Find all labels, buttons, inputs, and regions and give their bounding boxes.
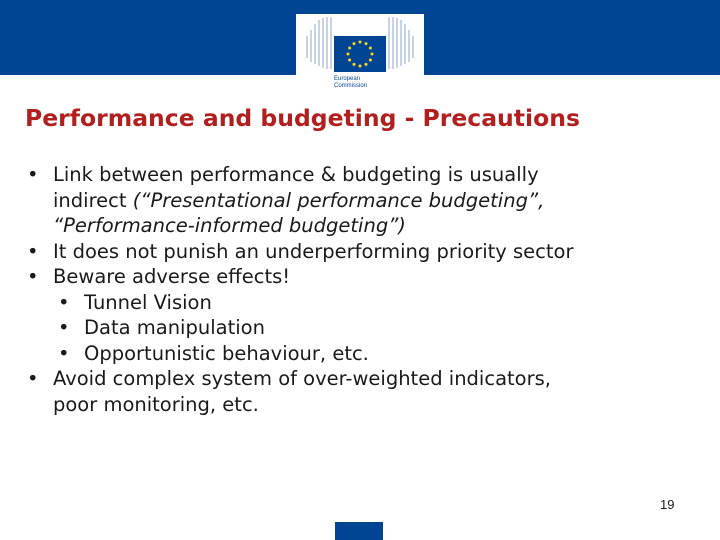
star-icon <box>371 53 374 56</box>
bullet-dot: • <box>27 163 39 186</box>
logo-text <box>334 76 367 90</box>
bullet-dot: • <box>58 341 70 365</box>
bullet-item <box>25 264 715 290</box>
star-icon <box>369 59 372 62</box>
bullet-text: It does not punish an underperforming priority sector <box>53 239 574 263</box>
bullet-text-line <box>53 188 715 214</box>
sub-bullet-item <box>25 341 715 367</box>
star-icon <box>359 41 362 44</box>
bullet-text-italic: (“Presentational performance budgeting”, <box>132 188 545 212</box>
bullet-text: Beware adverse effects! <box>53 265 291 288</box>
bullet-dot: • <box>27 265 39 288</box>
star-icon <box>365 63 368 66</box>
bullet-item <box>25 239 715 265</box>
slide-title: Performance and budgeting - Precautions <box>25 104 580 132</box>
bullet-dot: • <box>58 316 70 339</box>
bullet-item <box>25 162 715 239</box>
star-icon <box>353 42 356 45</box>
bullet-text: Opportunistic behaviour, etc. <box>84 341 369 365</box>
bullet-text-italic: “Performance-informed budgeting”) <box>53 214 406 237</box>
star-icon <box>369 47 372 50</box>
star-icon <box>347 53 350 56</box>
bullet-list <box>25 162 715 417</box>
bullet-text: indirect <box>53 188 133 212</box>
star-icon <box>359 65 362 68</box>
bullet-item <box>25 366 715 417</box>
star-icon <box>365 42 368 45</box>
page-number: 19 <box>660 497 675 512</box>
bullet-dot: • <box>27 239 39 263</box>
bullet-text: Tunnel Vision <box>84 290 212 314</box>
star-icon <box>348 47 351 50</box>
logo-text-line: Commission <box>334 83 368 89</box>
logo-text-line: European <box>334 76 361 82</box>
bullet-text: poor monitoring, etc. <box>53 392 259 416</box>
bullet-text: Link between performance & budgeting is usually <box>53 163 539 186</box>
footer-flag <box>335 522 383 540</box>
sub-bullet-item <box>25 290 715 316</box>
star-icon <box>353 63 356 66</box>
bullet-text: Data manipulation <box>84 316 265 339</box>
european-commission-logo <box>296 14 424 100</box>
star-icon <box>348 59 351 62</box>
bullet-dot: • <box>27 367 39 390</box>
bullet-dot: • <box>58 290 70 314</box>
sub-bullet-item <box>25 315 715 341</box>
bullet-text: Avoid complex system of over-weighted indicators, <box>53 367 551 390</box>
